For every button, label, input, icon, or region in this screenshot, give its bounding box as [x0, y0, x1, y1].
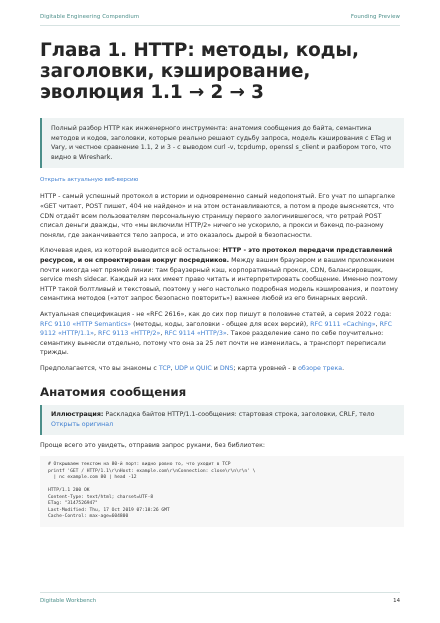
- chapter-title: Глава 1. HTTP: методы, коды, заголовки, кэширование, эволюция 1.1 → 2 → 3: [40, 40, 359, 103]
- key-idea-bold: HTTP - это протокол передачи представлений ресурсов, и он спроектирован вокруг посредников.: [40, 247, 393, 264]
- page-number: 14: [393, 598, 400, 604]
- p3-sep-1: ,: [375, 320, 380, 328]
- paragraph-1: HTTP - самый успешный протокол в истории и одновременно самый недопонятый. Его учат по шпаргалке «GET читает, POST пишет, 404 не найдено» и на этом останавливаются, а потом в проде выясняется, что CDN отдаёт всем пользователям персональную страницу первого залогинившегося, что ретрай POST списал деньги дважды, что «мы включили HTTP/2» ничего не ускорило, а прокси и бэкенд по-разному поняли, где заканчивается тело запроса, и это оказалось дырой в безопасности.: [40, 193, 395, 239]
- p2-text-b: Между вашим браузером и вашим приложением почти никогда нет прямой линии: там браузерный кэш, корпоративный прокси, CDN, балансировщик, service mesh sidecar. Каждый из них имеет право читать и интерпретировать сообщение. Именно поэтому HTTP такой болтливый и текстовый, поэтому у него настолько подробная модель кэширования, и поэтому семантика методов («этот запрос безопасно повторить») важнее любой из его бинарных версий.: [40, 256, 399, 303]
- paragraph-5: Проще всего это увидеть, отправив запрос руками, без библиотек:: [40, 441, 265, 449]
- dns-link[interactable]: DNS: [219, 364, 234, 372]
- rfc9112-link[interactable]: RFC 9112 «HTTP/1.1»: [40, 320, 393, 338]
- p4-text-e: .: [342, 364, 345, 372]
- chapter-summary: Полный разбор HTTP как инженерного инструмента: анатомия сообщения до байта, семантика методов и кодов, заголовки, которые реально решают судьбу запроса, модель кэширования с ETag и Vary, и честное сравнение 1.1, 2 и 3 - с выводом curl -v, tcpdump, openssl s_client и разбором того, что видно в Wireshark.: [40, 118, 404, 168]
- p4-text-a: Предполагается, что вы знакомы с: [40, 364, 159, 372]
- running-footer: [40, 598, 400, 604]
- p3-sep-2: ,: [93, 330, 98, 338]
- header-publication: Digitable Engineering Compendium: [40, 14, 140, 20]
- p3-text-f: . Такое разделение само по себе поучительно: семантику вынесли отдельно, потому что она за 25 лет почти не изменилась, а транспорт переписали трижды.: [40, 330, 386, 357]
- header-rule: [40, 25, 400, 26]
- open-original-link[interactable]: Открыть оригинал: [51, 421, 114, 429]
- paragraph-2: [40, 246, 404, 304]
- code-block: # Открываем текстом на 80-й порт: видно ровно то, что уходит в TCP printf 'GET / HTTP/1.1\r\nHost: example.com\r\nConnection: close\r\n\r\n' \ | nc example.com 80 | head -12 HTTP/1.1 200 OK Content-Type: text/html; charset=UTF-8 ETag: "3147526947" Last-Modified: Thu, 17 Oct 2019 07:18:26 GMT Cache-Control: max-age=604800: [40, 456, 404, 527]
- tcp-link[interactable]: TCP: [158, 364, 171, 372]
- web-version-link[interactable]: Открыть актуальную веб-версию: [40, 177, 139, 184]
- p4-sep-1: ,: [170, 364, 175, 372]
- chapter-content: [40, 40, 404, 527]
- illustration-label: Иллюстрация:: [51, 411, 104, 419]
- track-overview-link[interactable]: обзоре трека: [298, 364, 343, 372]
- udp-quic-link[interactable]: UDP и QUIC: [174, 364, 212, 372]
- running-header: [40, 14, 400, 20]
- p2-text-a: Ключевая идея, из которой выводится всё остальное:: [40, 247, 223, 255]
- illustration-caption: Раскладка байтов HTTP/1.1-сообщения: стартовая строка, заголовки, CRLF, тело: [103, 411, 375, 419]
- paragraph-3: [40, 310, 404, 358]
- p4-text-d: ; карта уровней - в: [233, 364, 299, 372]
- section-heading: Анатомия сообщения: [40, 385, 187, 400]
- illustration-callout: [40, 405, 404, 434]
- rfc9114-link[interactable]: RFC 9114 «HTTP/3»: [164, 330, 227, 338]
- p3-text-b: (методы, коды, заголовки - общее для всех версий),: [131, 320, 311, 328]
- rfc9110-link[interactable]: RFC 9110 «HTTP Semantics»: [40, 320, 132, 328]
- p3-sep-3: ,: [160, 330, 165, 338]
- footer-brand: Digitable Workbench: [40, 598, 97, 604]
- rfc9113-link[interactable]: RFC 9113 «HTTP/2»: [98, 330, 161, 338]
- rfc9111-link[interactable]: RFC 9111 «Caching»: [310, 320, 376, 328]
- paragraph-4: [40, 364, 404, 374]
- footer-rule: [40, 592, 400, 593]
- header-edition: Founding Preview: [350, 14, 400, 20]
- p4-sep-2: и: [211, 364, 220, 372]
- p3-text-a: Актуальная спецификация - не «RFC 2616», как до сих пор пишут в половине статей, а серия 2022 года:: [40, 310, 392, 318]
